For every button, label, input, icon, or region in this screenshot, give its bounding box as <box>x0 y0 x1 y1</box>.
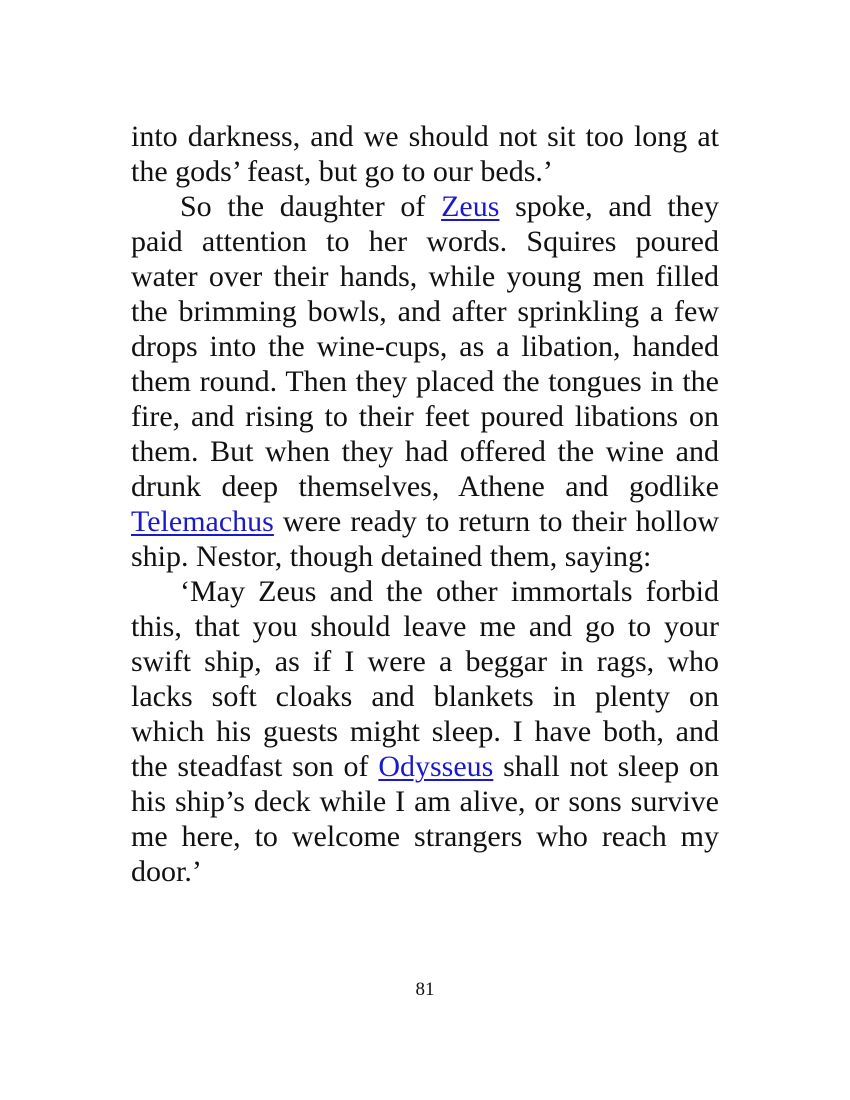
text-line <box>131 574 719 609</box>
text-segment: So the daughter of <box>180 190 442 223</box>
text-line <box>131 714 719 749</box>
text-line <box>131 259 719 294</box>
text-line <box>131 469 719 504</box>
text-segment: door.’ <box>131 855 202 888</box>
text-line <box>131 399 719 434</box>
text-line <box>131 434 719 469</box>
text-segment: this, that you should leave me and go to your <box>131 610 719 643</box>
text-segment: drunk deep themselves, Athene and godlike <box>131 470 719 503</box>
paragraph <box>131 119 719 189</box>
text-segment: the gods’ feast, but go to our beds.’ <box>131 155 553 188</box>
text-segment: into darkness, and we should not sit too long at <box>131 120 719 153</box>
text-segment: drops into the wine-cups, as a libation, handed <box>131 330 719 363</box>
book-text <box>131 119 719 889</box>
text-segment: ship. Nestor, though detained them, saying: <box>131 540 652 573</box>
text-line <box>131 854 719 889</box>
text-segment: them. But when they had offered the wine and <box>131 435 719 468</box>
text-segment: were ready to return to their hollow <box>273 505 719 538</box>
paragraph <box>131 189 719 574</box>
text-line <box>131 749 719 784</box>
link-telemachus[interactable]: Telemachus <box>131 505 274 538</box>
text-segment: paid attention to her words. Squires poured <box>131 225 719 258</box>
text-line <box>131 294 719 329</box>
text-segment: lacks soft cloaks and blankets in plenty on <box>131 680 719 713</box>
text-segment: which his guests might sleep. I have both, and <box>131 715 719 748</box>
text-segment: me here, to welcome strangers who reach my <box>131 820 719 853</box>
text-line <box>131 784 719 819</box>
text-line <box>131 329 719 364</box>
text-line <box>131 154 719 189</box>
text-segment: spoke, and they <box>499 190 719 223</box>
text-line <box>131 819 719 854</box>
text-segment: the brimming bowls, and after sprinkling a few <box>131 295 719 328</box>
link-odysseus[interactable]: Odysseus <box>378 750 494 783</box>
text-segment: fire, and rising to their feet poured libations on <box>131 400 719 433</box>
text-line <box>131 609 719 644</box>
text-segment: water over their hands, while young men filled <box>131 260 719 293</box>
text-line <box>131 504 719 539</box>
text-segment: shall not sleep on <box>493 750 719 783</box>
text-line <box>131 679 719 714</box>
text-line <box>131 189 719 224</box>
text-segment: his ship’s deck while I am alive, or sons survive <box>131 785 719 818</box>
paragraph <box>131 574 719 889</box>
text-line <box>131 224 719 259</box>
text-line <box>131 364 719 399</box>
text-line <box>131 119 719 154</box>
text-segment: ‘May Zeus and the other immortals forbid <box>180 575 719 608</box>
text-line <box>131 539 719 574</box>
link-zeus[interactable]: Zeus <box>441 190 500 223</box>
text-segment: the steadfast son of <box>131 750 379 783</box>
text-segment: them round. Then they placed the tongues in the <box>131 365 719 398</box>
page-number: 81 <box>415 979 435 1000</box>
text-line <box>131 644 719 679</box>
text-segment: swift ship, as if I were a beggar in rags, who <box>131 645 719 678</box>
